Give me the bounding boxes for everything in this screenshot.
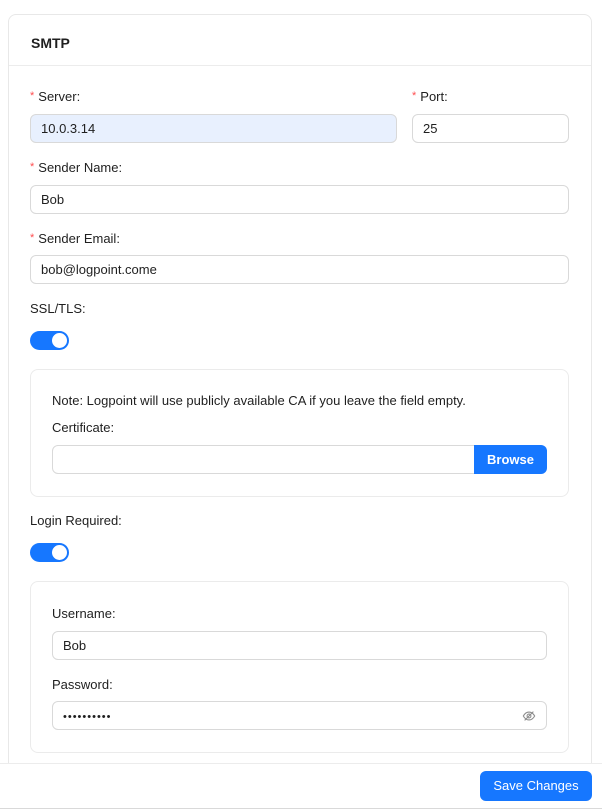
save-changes-button[interactable]: Save Changes [480,771,592,801]
certificate-label: Certificate: [52,420,115,435]
username-label: Username: [52,606,116,621]
sender-name-input[interactable]: Bob [30,185,569,214]
login-required-toggle[interactable] [30,543,69,562]
ssl-note: Note: Logpoint will use publicly available CA if you leave the field empty. [52,393,466,408]
password-input[interactable] [52,701,547,730]
ssl-tls-toggle[interactable] [30,331,69,350]
sender-email-input[interactable]: bob@logpoint.come [30,255,569,284]
certificate-input[interactable] [52,445,476,474]
port-label: * Port: [412,89,448,104]
toggle-knob [52,333,67,348]
required-mark: * [30,161,35,173]
card-title: SMTP [9,15,591,66]
ssl-tls-label: SSL/TLS: [30,301,86,316]
server-label: * Server: [30,89,81,104]
server-input[interactable]: 10.0.3.14 [30,114,397,143]
toggle-knob [52,545,67,560]
required-mark: * [30,90,35,102]
username-input[interactable]: Bob [52,631,547,660]
password-label: Password: [52,677,113,692]
sender-name-label: * Sender Name: [30,160,123,175]
port-input[interactable]: 25 [412,114,569,143]
login-required-label: Login Required: [30,513,122,528]
sender-email-label: * Sender Email: [30,231,120,246]
required-mark: * [412,90,417,102]
eye-invisible-icon[interactable] [522,709,536,723]
footer-bar [0,763,602,809]
required-mark: * [30,232,35,244]
browse-button[interactable]: Browse [474,445,547,474]
password-masked-value: •••••••••• [63,711,112,723]
